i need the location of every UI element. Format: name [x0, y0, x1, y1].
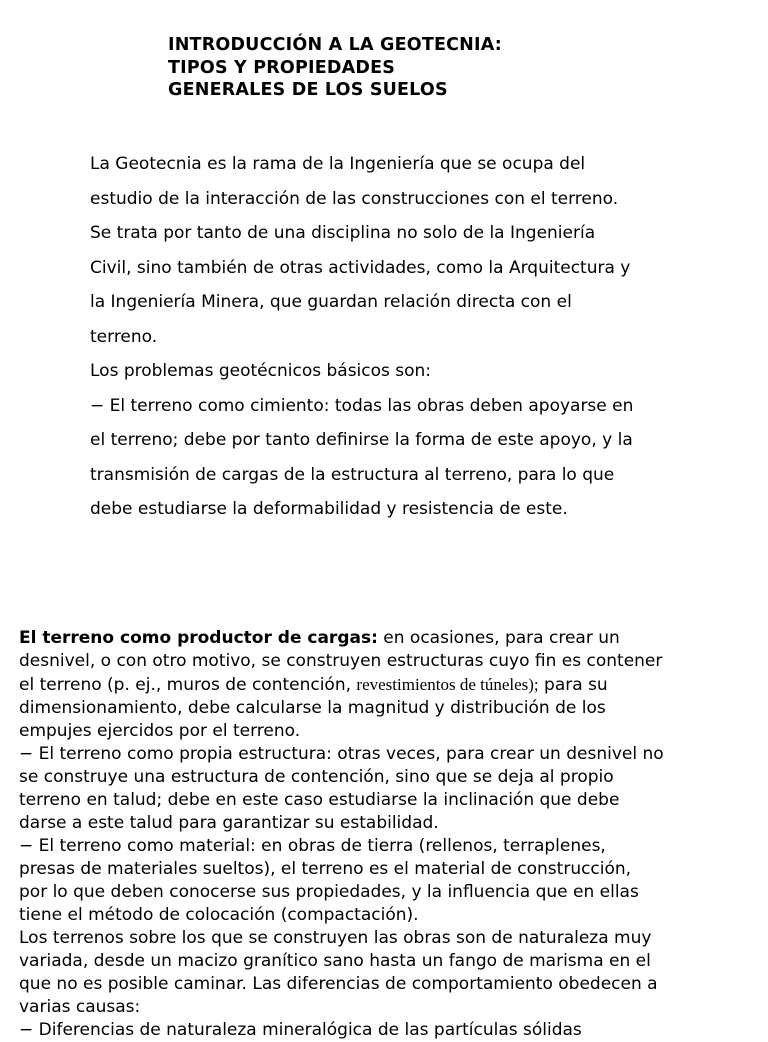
intro-line: transmisión de cargas de la estructura al terreno, para lo que [90, 464, 615, 485]
body-line: dimensionamiento, debe calcularse la magnitud y distribución de los [19, 698, 606, 718]
body-line: variada, desde un macizo granítico sano hasta un fango de marisma en el [19, 951, 651, 971]
body-line: que no es posible caminar. Las diferencias de comportamiento obedecen a [19, 974, 658, 994]
body-line: Los terrenos sobre los que se construyen las obras son de naturaleza muy [19, 928, 652, 948]
body-line: tiene el método de colocación (compactación). [19, 905, 419, 925]
title-line: INTRODUCCIÓN A LA GEOTECNIA: [168, 35, 502, 55]
body-line: por lo que deben conocerse sus propiedades, y la influencia que en ellas [19, 882, 639, 902]
body-line [19, 673, 759, 697]
body-line: darse a este talud para garantizar su estabilidad. [19, 813, 439, 833]
intro-line: La Geotecnia es la rama de la Ingeniería que se ocupa del [90, 154, 586, 174]
title-line: TIPOS Y PROPIEDADES [168, 57, 396, 78]
body-line: varias causas: [19, 997, 141, 1017]
intro-paragraph [90, 147, 633, 527]
intro-line: − El terreno como cimiento: todas las obras deben apoyarse en [90, 395, 634, 416]
intro-line: el terreno; debe por tanto definirse la forma de este apoyo, y la [90, 430, 633, 450]
body-line: empujes ejercidos por el terreno. [19, 721, 301, 741]
body-text: para su [538, 675, 608, 695]
body-line: terreno en talud; debe en este caso estudiarse la inclinación que debe [19, 790, 620, 810]
intro-line: estudio de la interacción de las construcciones con el terreno. [90, 188, 619, 209]
section-heading: El terreno como productor de cargas: [19, 628, 378, 648]
body-text: el terreno (p. ej., muros de contención, [19, 675, 357, 695]
intro-line: Se trata por tanto de una disciplina no solo de la Ingeniería [90, 223, 596, 243]
body-line: − El terreno como material: en obras de tierra (rellenos, terraplenes, [19, 836, 606, 856]
intro-line: Civil, sino también de otras actividades, como la Arquitectura y [90, 257, 631, 278]
body-text: en ocasiones, para crear un [377, 628, 620, 648]
second-section [19, 627, 759, 1042]
intro-line: terreno. [90, 326, 158, 347]
body-line: desnivel, o con otro motivo, se construyen estructuras cuyo fin es contener [19, 651, 663, 671]
intro-line: Los problemas geotécnicos básicos son: [90, 361, 432, 381]
body-line: − Diferencias de naturaleza mineralógica de las partículas sólidas [19, 1020, 582, 1040]
intro-line: la Ingeniería Minera, que guardan relación directa con el [90, 292, 572, 312]
document-title [168, 34, 502, 102]
title-line: GENERALES DE LOS SUELOS [168, 80, 448, 100]
body-line: se construye una estructura de contención, sino que se deja al propio [19, 767, 614, 787]
intro-line: debe estudiarse la deformabilidad y resistencia de este. [90, 499, 568, 519]
body-line [19, 627, 759, 650]
body-text-serif: revestimientos de túneles); [356, 675, 539, 694]
body-line: − El terreno como propia estructura: otras veces, para crear un desnivel no [19, 744, 664, 764]
body-line: presas de materiales sueltos), el terreno es el material de construcción, [19, 859, 632, 879]
